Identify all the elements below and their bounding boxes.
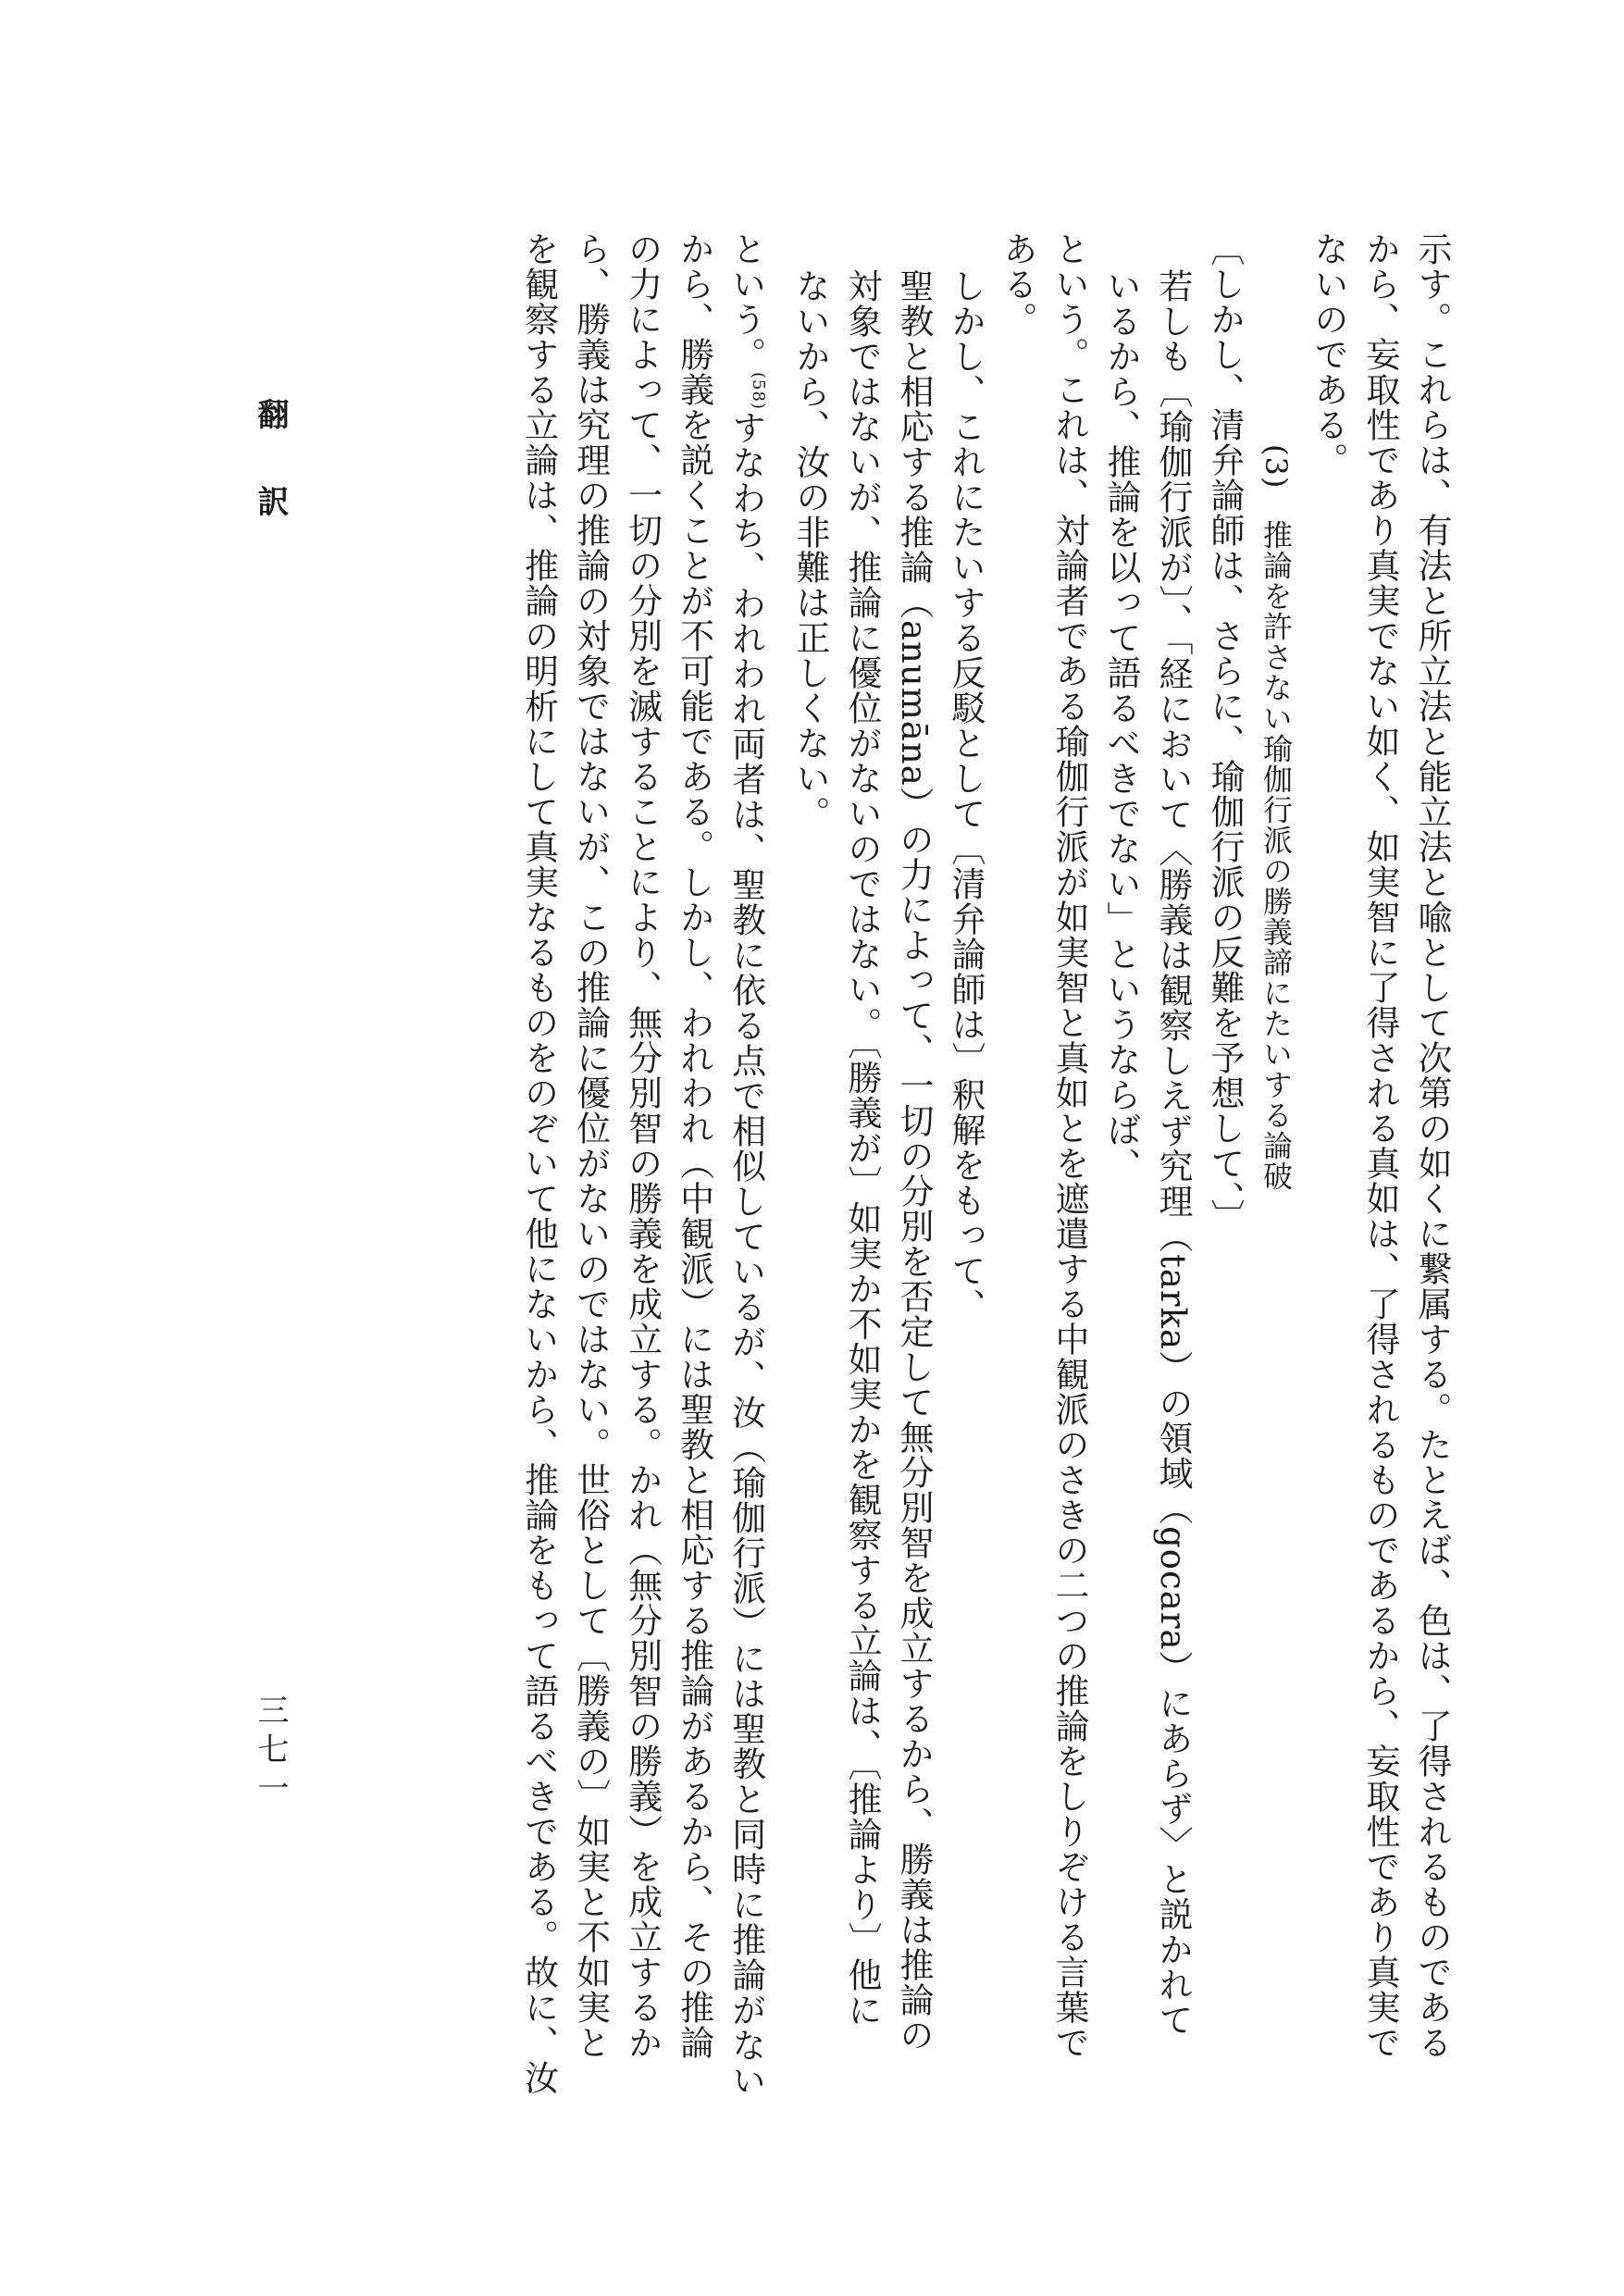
text-line: ないのである。	[1308, 231, 1348, 478]
section-heading: (3) 推論を許さない瑜伽行派の勝義諦にたいする論破	[1258, 444, 1294, 1192]
text-line: から、勝義を説くことが不可能である。しかし、われわれ（中観派）には聖教と相応する推論があるから、その推論	[674, 231, 714, 2060]
footnote-marker: (58)	[749, 372, 768, 410]
quoted-text-line: 聖教と相応する推論（anumāna）の力によって、一切の分別を否定して無分別智を成立するから、勝義は推論の	[894, 268, 934, 2053]
text-fragment: という。	[725, 231, 766, 372]
quoted-text-line: 対象ではないが、推論に優位がないのではない。〔勝義が〕如実か不如実かを観察する立論は、〔推論より〕他に	[842, 268, 882, 2028]
text-line: の力によって、一切の分別を滅することにより、無分別智の勝義を成立する。かれ（無分別智の勝義）を成立するか	[622, 231, 663, 2060]
page-number: 三七一	[252, 1694, 289, 1810]
quoted-text-line: いるから、推論を以って語るべきでない」というならば、	[1101, 268, 1141, 1183]
running-head: 翻訳	[252, 398, 289, 572]
text-line: という。これは、対論者である瑜伽行派が如実智と真如とを遮遣する中観派のさきの二つの推論をしりぞける言葉で	[1049, 231, 1089, 2060]
text-line	[720, 231, 784, 2098]
text-line: 〔しかし、清弁論師は、さらに、瑜伽行派の反難を予想して、〕	[1205, 231, 1245, 1235]
text-line: ある。	[998, 231, 1037, 337]
body-text	[513, 231, 1457, 2098]
text-line: ら、勝義は究理の推論の対象ではないが、この推論に優位がないのではない。世俗として〔勝義の〕如実と不如実と	[570, 231, 611, 2060]
quoted-text-line: ないから、汝の非難は正しくない。	[790, 268, 830, 831]
text-fragment: すなわち、われわれ両者は、聖教に依る点で相似しているが、汝（瑜伽行派）には聖教と同時に推論がない	[725, 409, 766, 2098]
quoted-text-line: 若しも〔瑜伽行派が〕、「経において〈勝義は観察しえず究理（tarka）の領域（gocara）にあらず〉と説かれて	[1153, 268, 1193, 2038]
text-line: から、妄取性であり真実でない如く、如実智に了得される真如は、了得されるものであるから、妄取性であり真実で	[1360, 231, 1400, 2060]
text-line: 示す。これらは、有法と所立法と能立法と喩として次第の如くに繋属する。たとえば、色は、了得されるものである	[1412, 231, 1452, 2060]
text-line: しかし、これにたいする反駁として〔清弁論師は〕釈解をもって、	[946, 268, 986, 1323]
text-line: を観察する立論は、推論の明析にして真実なるものをのぞいて他にないから、推論をもって語るべきである。故に、汝	[518, 231, 559, 2095]
